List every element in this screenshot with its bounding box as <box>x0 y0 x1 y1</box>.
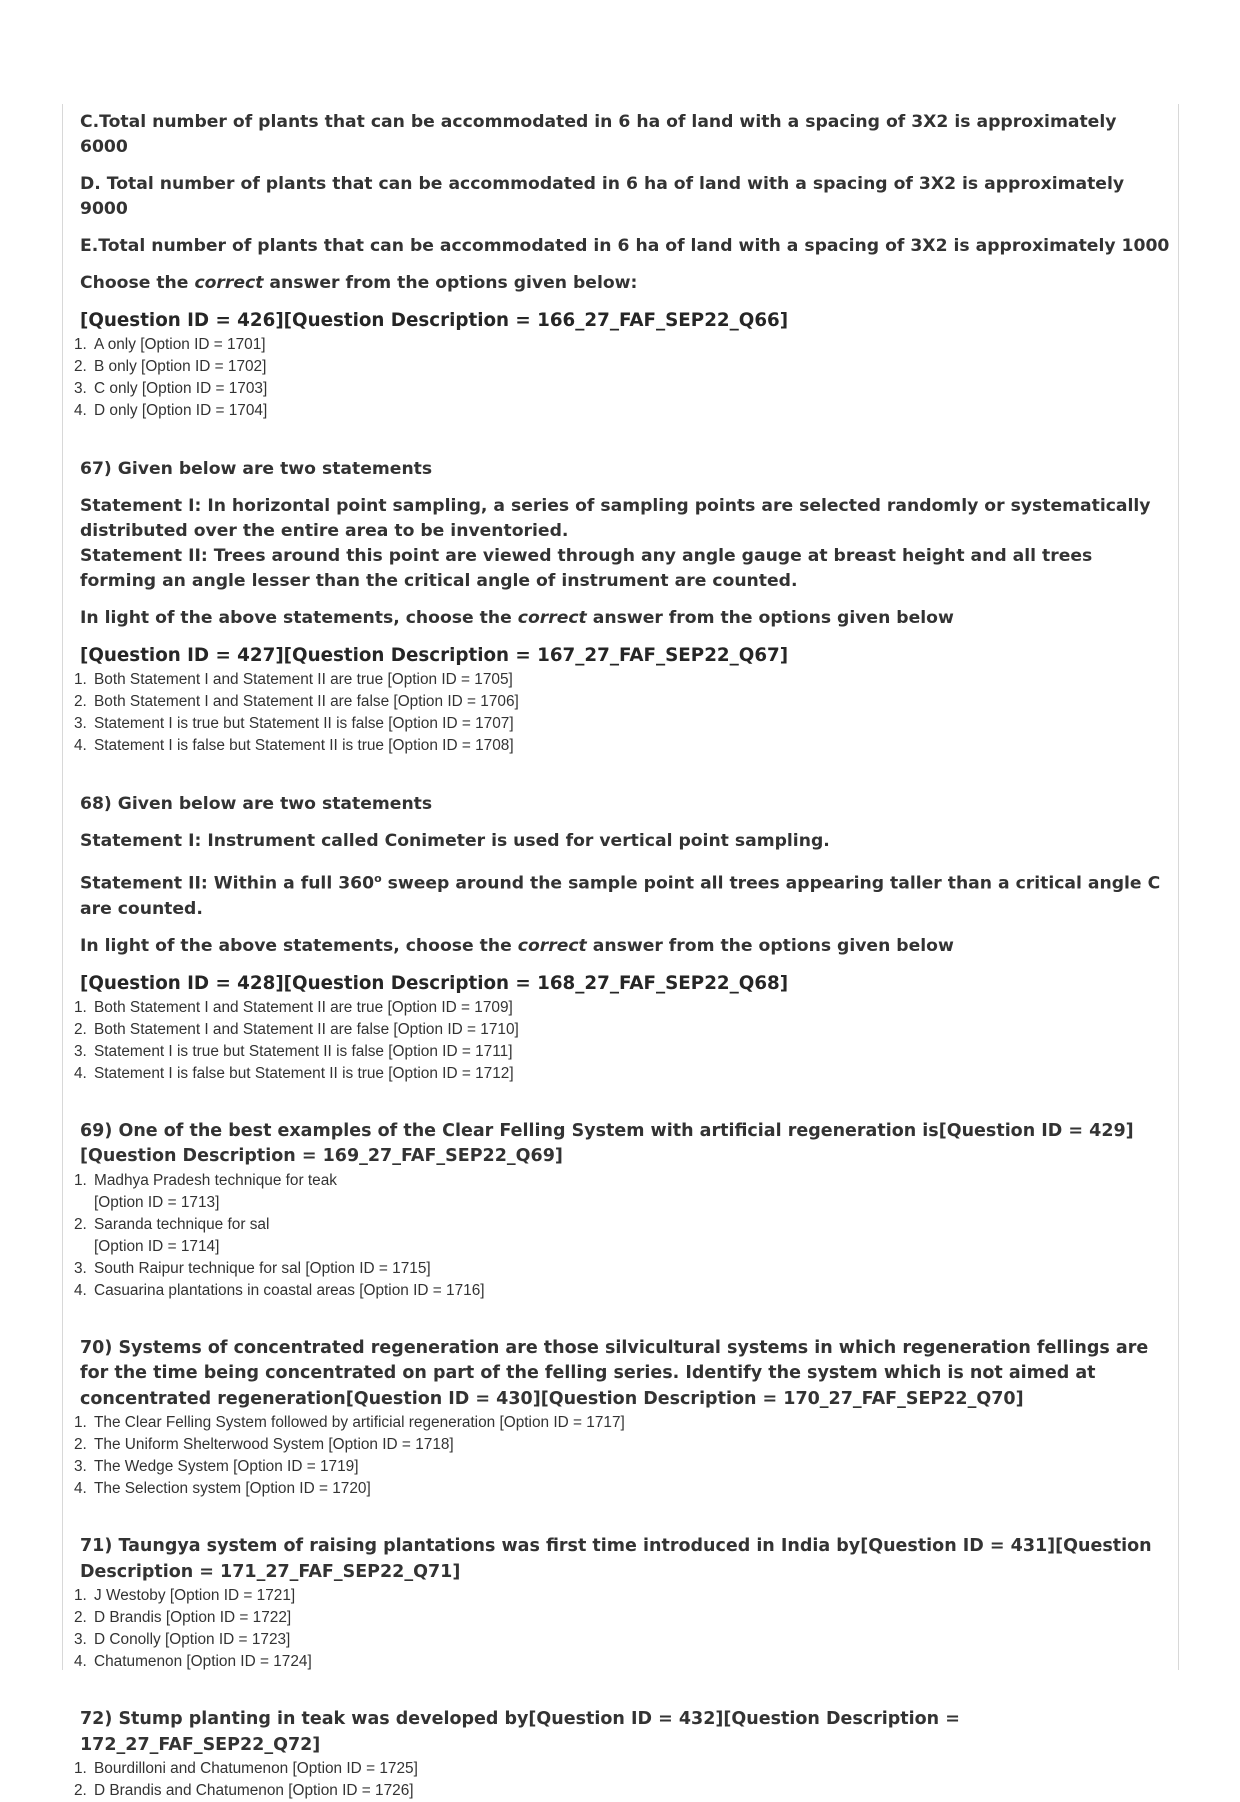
spacer <box>80 1500 1170 1534</box>
option-item[interactable]: 4. Chatumenon [Option ID = 1724] <box>74 1653 312 1671</box>
question-paper <box>74 110 1170 1802</box>
option-item[interactable]: 2. The Uniform Shelterwood System [Option ID = 1718] <box>74 1436 454 1454</box>
question-heading: 71) Taungya system of raising plantations was first time introduced in India by[Question ID = 431][Question Description = 171_27_FAF_SEP22_Q71] <box>80 1536 1152 1582</box>
option-item[interactable]: 3. D Conolly [Option ID = 1723] <box>74 1631 291 1649</box>
choose-instruction: In light of the above statements, choose the correct answer from the options given below <box>80 935 954 956</box>
choose-instruction: In light of the above statements, choose the correct answer from the options given below <box>80 608 954 628</box>
option-item[interactable]: 3. The Wedge System [Option ID = 1719] <box>74 1458 359 1476</box>
option-item[interactable]: 2. D Brandis [Option ID = 1722] <box>74 1609 292 1627</box>
statement-e: E.Total number of plants that can be accommodated in 6 ha of land with a spacing of 3X2 is approximately 1000 <box>80 236 1170 256</box>
option-item[interactable]: 1. A only [Option ID = 1701] <box>74 336 266 353</box>
option-list <box>74 1585 1170 1673</box>
option-item[interactable]: 3. C only [Option ID = 1703] <box>74 380 268 397</box>
question-heading: 69) One of the best examples of the Clear Felling System with artificial regeneration is[Question ID = 429][Question Description = 169_27_FAF_SEP22_Q69] <box>80 1120 1134 1167</box>
question-id-line: [Question ID = 427][Question Description = 167_27_FAF_SEP22_Q67] <box>80 645 789 666</box>
option-item[interactable]: 2. D Brandis and Chatumenon [Option ID = 1726] <box>74 1782 414 1800</box>
option-item[interactable]: 1. Both Statement I and Statement II are true [Option ID = 1709] <box>74 998 513 1016</box>
option-item[interactable]: 1. Madhya Pradesh technique for teak [Option ID = 1713] <box>74 1171 337 1211</box>
option-item[interactable]: 2. B only [Option ID = 1702] <box>74 358 267 375</box>
page-border-left <box>62 104 63 1670</box>
option-item[interactable]: 4. D only [Option ID = 1704] <box>74 402 268 419</box>
option-item[interactable]: 3. Statement I is true but Statement II is false [Option ID = 1711] <box>74 1042 513 1060</box>
option-list <box>74 334 1170 422</box>
option-list <box>74 1170 1170 1302</box>
question-heading: 68) Given below are two statements <box>80 794 433 814</box>
statement-2: Statement II: Within a full 360$^o$ sweep around the sample point all trees appearing taller than a critical angle C are counted. <box>80 872 1161 919</box>
option-list <box>74 997 1170 1085</box>
statement-c: C.Total number of plants that can be accommodated in 6 ha of land with a spacing of 3X2 is approximately 6000 <box>80 112 1117 157</box>
question-id-line: [Question ID = 428][Question Description = 168_27_FAF_SEP22_Q68] <box>80 972 789 994</box>
spacer <box>80 1673 1170 1707</box>
spacer <box>80 757 1170 791</box>
spacer <box>80 422 1170 456</box>
question-heading: 67) Given below are two statements <box>80 459 433 479</box>
option-item[interactable]: 2. Both Statement I and Statement II are false [Option ID = 1706] <box>74 693 519 710</box>
option-item[interactable]: 2. Saranda technique for sal [Option ID = 1714] <box>74 1215 270 1255</box>
option-item[interactable]: 2. Both Statement I and Statement II are false [Option ID = 1710] <box>74 1020 519 1038</box>
spacer <box>80 1302 1170 1336</box>
statement-2: Statement II: Trees around this point are viewed through any angle gauge at breast height and all trees forming an angle lesser than the critical angle of instrument are counted. <box>80 546 1093 591</box>
question-67 <box>74 456 1170 757</box>
option-list <box>74 1758 1170 1802</box>
option-list <box>74 1412 1170 1500</box>
option-item[interactable]: 4. Casuarina plantations in coastal areas [Option ID = 1716] <box>74 1281 485 1299</box>
spacer <box>80 1085 1170 1119</box>
question-heading: 72) Stump planting in teak was developed by[Question ID = 432][Question Description = 172_27_FAF_SEP22_Q72] <box>80 1709 960 1755</box>
option-item[interactable]: 3. Statement I is true but Statement II is false [Option ID = 1707] <box>74 715 514 732</box>
option-item[interactable]: 4. Statement I is false but Statement II is true [Option ID = 1708] <box>74 737 514 754</box>
choose-instruction: Choose the correct answer from the options given below: <box>80 273 638 293</box>
question-69 <box>74 1119 1170 1302</box>
option-item[interactable]: 1. Bourdilloni and Chatumenon [Option ID = 1725] <box>74 1760 418 1778</box>
question-71 <box>74 1534 1170 1673</box>
option-list <box>74 669 1170 757</box>
question-heading: 70) Systems of concentrated regeneration are those silvicultural systems in which regeneration fellings are for the time being concentrated on part of the felling series. Identify the system which is not aimed at concentrated regeneration[Question ID = 430][Question Description = 170_27_FAF_SEP22_Q70] <box>80 1337 1149 1409</box>
question-68 <box>74 791 1170 1085</box>
option-item[interactable]: 4. Statement I is false but Statement II is true [Option ID = 1712] <box>74 1064 514 1082</box>
question-70 <box>74 1336 1170 1501</box>
option-item[interactable]: 1. J Westoby [Option ID = 1721] <box>74 1587 296 1605</box>
option-item[interactable]: 3. South Raipur technique for sal [Option ID = 1715] <box>74 1259 431 1277</box>
question-66 <box>74 110 1170 422</box>
statement-1: Statement I: Instrument called Conimeter is used for vertical point sampling. <box>80 831 830 851</box>
statement-1: Statement I: In horizontal point sampling, a series of sampling points are selected randomly or systematically distributed over the entire area to be inventoried. <box>80 496 1151 541</box>
question-id-line: [Question ID = 426][Question Description = 166_27_FAF_SEP22_Q66] <box>80 310 789 331</box>
statement-d: D. Total number of plants that can be accommodated in 6 ha of land with a spacing of 3X2 is approximately 9000 <box>80 174 1125 219</box>
option-item[interactable]: 1. The Clear Felling System followed by artificial regeneration [Option ID = 1717] <box>74 1414 625 1432</box>
option-item[interactable]: 4. The Selection system [Option ID = 1720] <box>74 1480 371 1498</box>
option-item[interactable]: 1. Both Statement I and Statement II are true [Option ID = 1705] <box>74 671 513 688</box>
page-border-right <box>1178 104 1179 1670</box>
